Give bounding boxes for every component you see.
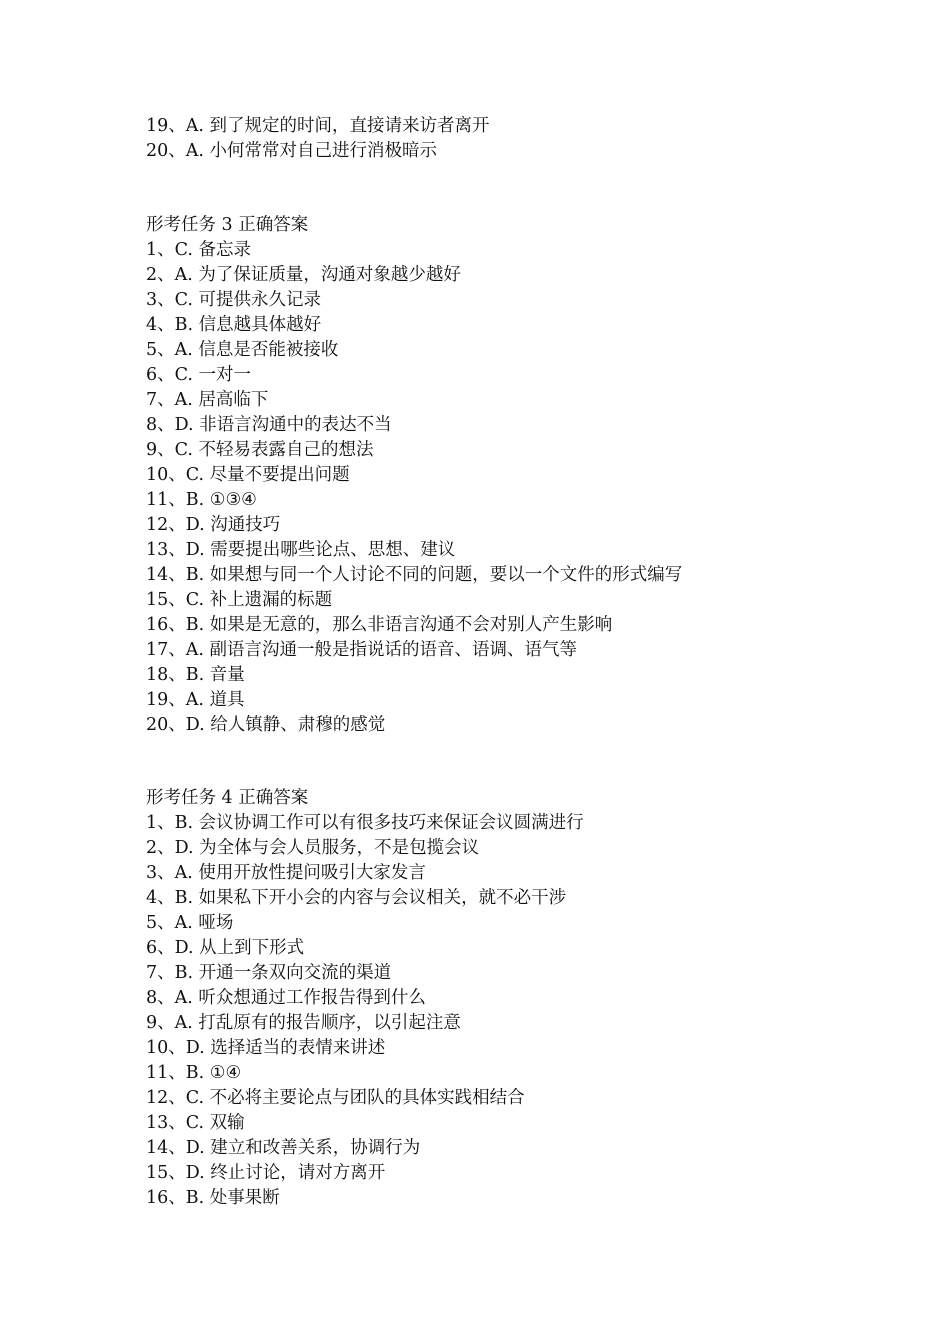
answer-line: 9、A. 打乱原有的报告顺序，以引起注意 [146,1013,461,1033]
answer-line: 15、D. 终止讨论，请对方离开 [146,1163,386,1183]
answer-line: 16、B. 如果是无意的，那么非语言沟通不会对别人产生影响 [146,615,613,635]
answer-line: 13、D. 需要提出哪些论点、思想、建议 [146,540,456,560]
task3-answers [146,213,926,738]
answer-line: 5、A. 信息是否能被接收 [146,340,339,360]
answer-line: 6、C. 一对一 [146,365,252,385]
answer-line: 11、B. ①③④ [146,490,257,510]
answer-line: 11、B. ①④ [146,1063,242,1083]
answer-line: 9、C. 不轻易表露自己的想法 [146,440,374,460]
answer-line: 18、B. 音量 [146,665,245,685]
task2-answers-tail [146,114,926,164]
answer-line: 8、D. 非语言沟通中的表达不当 [146,415,392,435]
answer-line: 17、A. 副语言沟通一般是指说话的语音、语调、语气等 [146,640,578,660]
answer-line: 7、A. 居高临下 [146,390,269,410]
answer-line: 3、C. 可提供永久记录 [146,290,322,310]
answer-line: 2、D. 为全体与会人员服务，不是包揽会议 [146,838,480,858]
answer-line: 10、C. 尽量不要提出问题 [146,465,350,485]
answer-line: 5、A. 哑场 [146,913,234,933]
task4-heading: 形考任务 4 正确答案 [146,788,309,808]
answer-line: 20、D. 给人镇静、肃穆的感觉 [146,715,386,735]
answer-line: 6、D. 从上到下形式 [146,938,305,958]
answer-line: 20、A. 小何常常对自己进行消极暗示 [146,141,438,161]
answer-line: 1、B. 会议协调工作可以有很多技巧来保证会议圆满进行 [146,813,584,833]
task3-heading: 形考任务 3 正确答案 [146,215,309,235]
answer-line: 15、C. 补上遗漏的标题 [146,590,333,610]
answer-line: 16、B. 处事果断 [146,1188,280,1208]
answer-line: 19、A. 到了规定的时间，直接请来访者离开 [146,116,490,136]
answer-line: 2、A. 为了保证质量，沟通对象越少越好 [146,265,461,285]
answer-line: 19、A. 道具 [146,690,245,710]
answer-line: 14、D. 建立和改善关系，协调行为 [146,1138,421,1158]
answer-line: 13、C. 双输 [146,1113,245,1133]
answer-line: 4、B. 信息越具体越好 [146,315,322,335]
answer-line: 12、C. 不必将主要论点与团队的具体实践相结合 [146,1088,525,1108]
answer-line: 7、B. 开通一条双向交流的渠道 [146,963,392,983]
answer-line: 8、A. 听众想通过工作报告得到什么 [146,988,426,1008]
answer-line: 12、D. 沟通技巧 [146,515,281,535]
answer-line: 1、C. 备忘录 [146,240,252,260]
answer-line: 4、B. 如果私下开小会的内容与会议相关，就不必干涉 [146,888,567,908]
answer-line: 3、A. 使用开放性提问吸引大家发言 [146,863,426,883]
task4-answers [146,786,926,1211]
answer-line: 10、D. 选择适当的表情来讲述 [146,1038,386,1058]
answer-line: 14、B. 如果想与同一个人讨论不同的问题，要以一个文件的形式编写 [146,565,683,585]
